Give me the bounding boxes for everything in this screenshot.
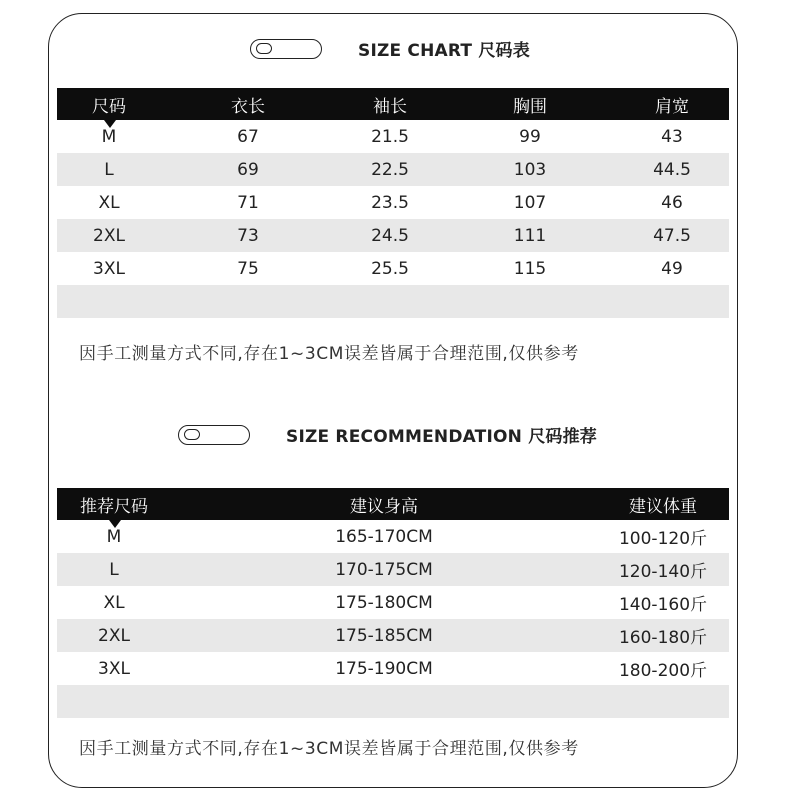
table-cell: XL [98,192,120,213]
size-recommendation-table [57,488,729,718]
size-chart-heading [250,36,530,61]
table-row [57,520,729,553]
header-marker-icon [109,520,121,528]
table-cell: 3XL [98,658,130,679]
table-cell: 175-180CM [335,592,433,613]
table-cell: 43 [661,126,683,147]
table-cell: 47.5 [653,225,691,246]
size-chart-note: 因手工测量方式不同,存在1~3CM误差皆属于合理范围,仅供参考 [79,344,579,364]
table-cell: 75 [237,258,259,279]
table-cell: 107 [513,192,547,213]
table-row [57,252,729,285]
table-cell: 160-180斤 [618,628,708,648]
table-cell: 73 [237,225,259,246]
table-cell: L [109,559,119,580]
table-cell: 115 [513,258,547,279]
table-cell: 24.5 [371,225,409,246]
table-cell: 111 [513,225,547,246]
table-cell: 99 [519,126,541,147]
header-sleeve: 袖长 [373,96,407,117]
table-cell: 23.5 [371,192,409,213]
table-row [57,153,729,186]
table-cell: 44.5 [653,159,691,180]
toggle-pill-icon [178,425,250,445]
table-row [57,219,729,252]
blank-row [57,685,729,718]
header-marker-icon [104,120,116,128]
table-row [57,186,729,219]
toggle-pill-icon [250,39,322,59]
table-cell: L [104,159,114,180]
header-length: 衣长 [231,96,265,117]
size-recommendation-title: SIZE RECOMMENDATION 尺码推荐 [286,427,597,447]
table-row [57,652,729,685]
table-cell: 21.5 [371,126,409,147]
table-cell: 100-120斤 [618,529,708,549]
table-cell: 49 [661,258,683,279]
table-cell: 140-160斤 [618,595,708,615]
table-cell: 175-190CM [335,658,433,679]
header-size: 尺码 [92,96,126,117]
table-cell: M [101,126,117,147]
table-cell: 3XL [93,258,125,279]
header-chest: 胸围 [513,96,547,117]
table-row [57,553,729,586]
table-row [57,619,729,652]
size-recommendation-heading [178,422,597,447]
table-cell: 103 [513,159,547,180]
table-cell: 170-175CM [335,559,433,580]
recommendation-header-row [57,488,729,520]
table-cell: M [106,526,122,547]
table-cell: 180-200斤 [618,661,708,681]
header-shoulder: 肩宽 [655,96,689,117]
header-weight: 建议体重 [629,496,697,517]
table-cell: XL [103,592,125,613]
size-chart-title: SIZE CHART 尺码表 [358,41,530,61]
table-row [57,586,729,619]
table-cell: 175-185CM [335,625,433,646]
size-recommendation-note: 因手工测量方式不同,存在1~3CM误差皆属于合理范围,仅供参考 [79,739,579,759]
blank-row [57,285,729,318]
table-cell: 120-140斤 [618,562,708,582]
header-recommended-size: 推荐尺码 [80,496,148,517]
table-cell: 46 [661,192,683,213]
header-height: 建议身高 [350,496,418,517]
table-row [57,120,729,153]
size-chart-table [57,88,729,318]
table-cell: 25.5 [371,258,409,279]
table-cell: 71 [237,192,259,213]
table-cell: 2XL [93,225,125,246]
table-cell: 69 [237,159,259,180]
table-cell: 67 [237,126,259,147]
table-cell: 2XL [98,625,130,646]
size-chart-header-row [57,88,729,120]
table-cell: 22.5 [371,159,409,180]
table-cell: 165-170CM [335,526,433,547]
